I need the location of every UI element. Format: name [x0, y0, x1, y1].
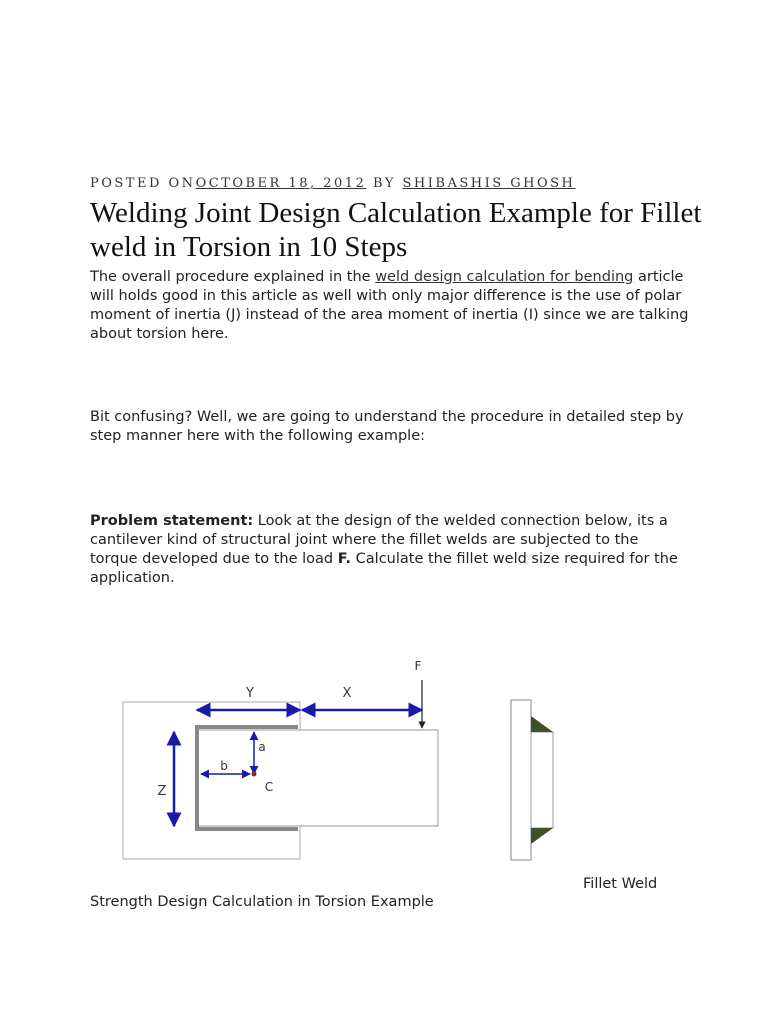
weld-bending-link[interactable]: weld design calculation for bending — [375, 269, 634, 285]
intro-text-before: The overall procedure explained in the — [90, 269, 376, 285]
article-title: Welding Joint Design Calculation Example for Fillet weld in Torsion in 10 Steps — [90, 197, 702, 263]
author-link[interactable]: SHIBASHIS GHOSH — [402, 176, 576, 191]
problem-text-before: Look at the design of the welded connection below, its a cantilever kind of structural joint where the fillet welds are subjected to the torque developed due to the load — [90, 513, 668, 567]
side-view-member — [531, 732, 553, 828]
label-x: X — [342, 686, 352, 701]
intro-text-after: article will holds good in this article as well with only major difference is the use of polar moment of inertia (J) instead of the area moment of inertia (I) since we are talking about torsion here. — [90, 269, 689, 342]
problem-statement — [90, 512, 690, 588]
load-f-bold: F. — [337, 551, 352, 567]
by-label: BY — [366, 176, 403, 191]
cantilever-member — [198, 730, 438, 826]
confusing-paragraph: Bit confusing? Well, we are going to understand the procedure in detailed step by step manner here with the following example: — [90, 409, 684, 444]
label-b: b — [220, 759, 228, 773]
intro-paragraph — [90, 268, 690, 344]
label-y: Y — [246, 686, 254, 701]
fillet-weld-top — [531, 716, 553, 732]
posted-on-label: POSTED ON — [90, 176, 196, 191]
post-date-link[interactable]: OCTOBER 18, 2012 — [195, 176, 367, 191]
problem-text-after: Calculate the fillet weld size required for the application. — [90, 551, 678, 586]
fillet-weld-bottom — [531, 828, 553, 844]
figure-caption: Strength Design Calculation in Torsion Example — [90, 894, 434, 910]
label-c: C — [264, 780, 274, 794]
post-meta — [90, 176, 575, 191]
label-f: F — [414, 659, 422, 673]
problem-label: Problem statement: — [90, 513, 254, 529]
label-a: a — [258, 740, 266, 754]
centroid-point — [252, 772, 257, 777]
side-view-plate — [511, 700, 531, 860]
label-z: Z — [157, 784, 167, 799]
fillet-weld-caption: Fillet Weld — [583, 876, 658, 892]
weld-torsion-diagram — [100, 650, 680, 870]
